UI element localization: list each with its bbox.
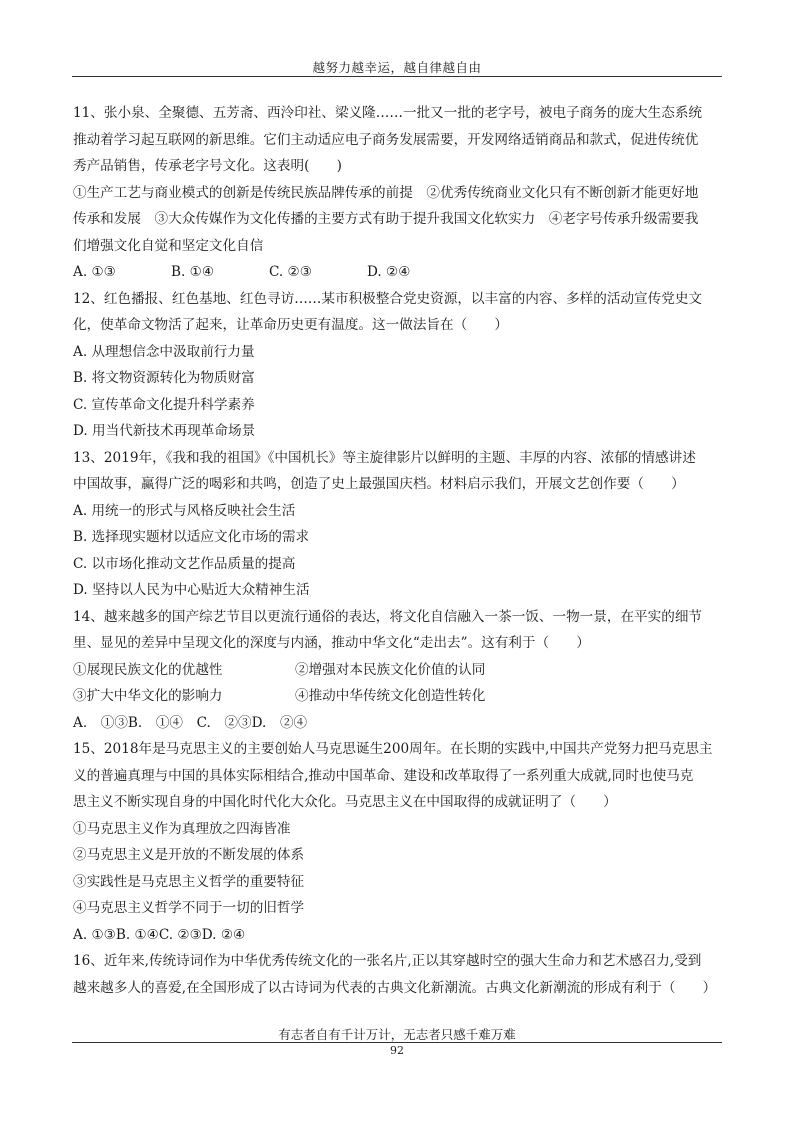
choice-a: A. 用统一的形式与风格反映社会生活: [73, 502, 296, 519]
choice-c: C. 宣传革命文化提升科学素养: [73, 396, 255, 413]
header-rule: [72, 76, 722, 77]
choice-d: D. ②④: [367, 264, 411, 280]
page-header-motto: 越努力越幸运，越自律越自由: [312, 60, 482, 75]
answer-choices: [73, 259, 721, 286]
question-line: 化，使革命文物活了起来，让革命历史更有温度。这一做法旨在（ ）: [73, 317, 508, 333]
question-line: 里、显见的差异中呈现文化的深度与内涵，推动中华文化“走出去”。这有利于（ ）: [73, 635, 590, 651]
statement-1: ①展现民族文化的优越性: [73, 661, 223, 678]
question-11: [73, 100, 721, 286]
question-line: 12、红色播报、红色基地、红色寻访……某市积极整合党史资源，以丰富的内容、多样的活动宣传党史文: [73, 290, 703, 307]
choice-a: A. ①③: [73, 264, 116, 280]
statement-2: ②增强对本民族文化价值的认同: [295, 661, 486, 678]
question-line: 传承和发展 ③大众传媒作为文化传播的主要方式有助于提升我国文化软实力 ④老字号传承升级需要我: [73, 211, 699, 227]
question-line: 15、2018年是马克思主义的主要创始人马克思诞生200周年。在长期的实践中,中国共产党努力把马克思主: [73, 741, 713, 757]
choice-a: A. 从理想信念中汲取前行力量: [73, 343, 255, 360]
statement-4: ④推动中华传统文化创造性转化: [295, 688, 486, 704]
statement-2: ②马克思主义是开放的不断发展的体系: [73, 847, 305, 863]
statement-row: [73, 683, 721, 710]
choice-d: D. 用当代新技术再现革命场景: [73, 423, 256, 439]
question-14: [73, 604, 721, 737]
statement-1: ①马克思主义作为真理放之四海皆准: [73, 820, 291, 837]
statement-3: ③实践性是马克思主义哲学的重要特征: [73, 873, 305, 890]
question-line: 义的普遍真理与中国的具体实际相结合,推动中国革命、建设和改革取得了一系列重大成就,同时也使马克: [73, 767, 694, 784]
question-content: [73, 100, 721, 1001]
choice-b: B. 将文物资源转化为物质财富: [73, 370, 255, 386]
question-line: 们增强文化自觉和坚定文化自信: [73, 237, 264, 254]
statement-4: ④马克思主义哲学不同于一切的旧哲学: [73, 900, 305, 916]
choice-d: D. 坚持以人民为中心贴近大众精神生活: [73, 582, 310, 598]
question-15: [73, 736, 721, 948]
question-line: 16、近年来,传统诗词作为中华优秀传统文化的一张名片,正以其穿越时空的强大生命力和艺术感召力,受到: [73, 953, 702, 969]
question-12: [73, 286, 721, 445]
choice-c: C. ②③: [269, 264, 312, 280]
question-line: 推动着学习起互联网的新思维。它们主动适应电子商务发展需要，开发网络适销商品和款式，促进传统优: [73, 131, 699, 148]
question-line: 秀产品销售，传承老字号文化。这表明( ): [73, 158, 342, 174]
question-line: 中国故事，赢得广泛的喝彩和共鸣，创造了史上最强国庆档。材料启示我们，开展文艺创作要（ ）: [73, 476, 685, 492]
question-line: 13、2019年，《我和我的祖国》《中国机长》等主旋律影片以鲜明的主题、丰厚的内容、浓郁的情感讲述: [73, 449, 696, 466]
question-16: [73, 948, 721, 1001]
choice-b: B. 选择现实题材以适应文化市场的需求: [73, 529, 310, 545]
answer-choices: A. ①③B. ①④C. ②③D. ②④: [73, 926, 246, 943]
question-line: ①生产工艺与商业模式的创新是传统民族品牌传承的前提 ②优秀传统商业文化只有不断创新才能更好地: [73, 184, 699, 201]
statement-row: [73, 657, 721, 684]
question-line: 14、越来越多的国产综艺节目以更流行通俗的表达，将文化自信融入一茶一饭、一物一景，在平实的细节: [73, 608, 703, 625]
footer-rule: [72, 1042, 722, 1043]
statement-3: ③扩大中华文化的影响力: [73, 688, 223, 704]
question-line: 越来越多人的喜爱,在全国形成了以古诗词为代表的古典文化新潮流。古典文化新潮流的形成有利于（ ）: [73, 979, 717, 996]
question-13: [73, 445, 721, 604]
question-line: 11、张小泉、全聚德、五芳斋、西泠印社、梁义隆……一批又一批的老字号，被电子商务的庞大生态系统: [73, 105, 703, 121]
question-line: 思主义不断实现自身的中国化时代化大众化。马克思主义在中国取得的成就证明了（ ）: [73, 794, 617, 810]
choice-c: C. 以市场化推动文艺作品质量的提高: [73, 555, 296, 572]
page-footer-motto: 有志者自有千计万计，无志者只感千难万难: [278, 1027, 516, 1042]
choice-b: B. ①④: [171, 264, 215, 280]
answer-choices: A. ①③B. ①④ C. ②③D. ②④: [73, 714, 308, 731]
page-number: 92: [390, 1044, 404, 1057]
